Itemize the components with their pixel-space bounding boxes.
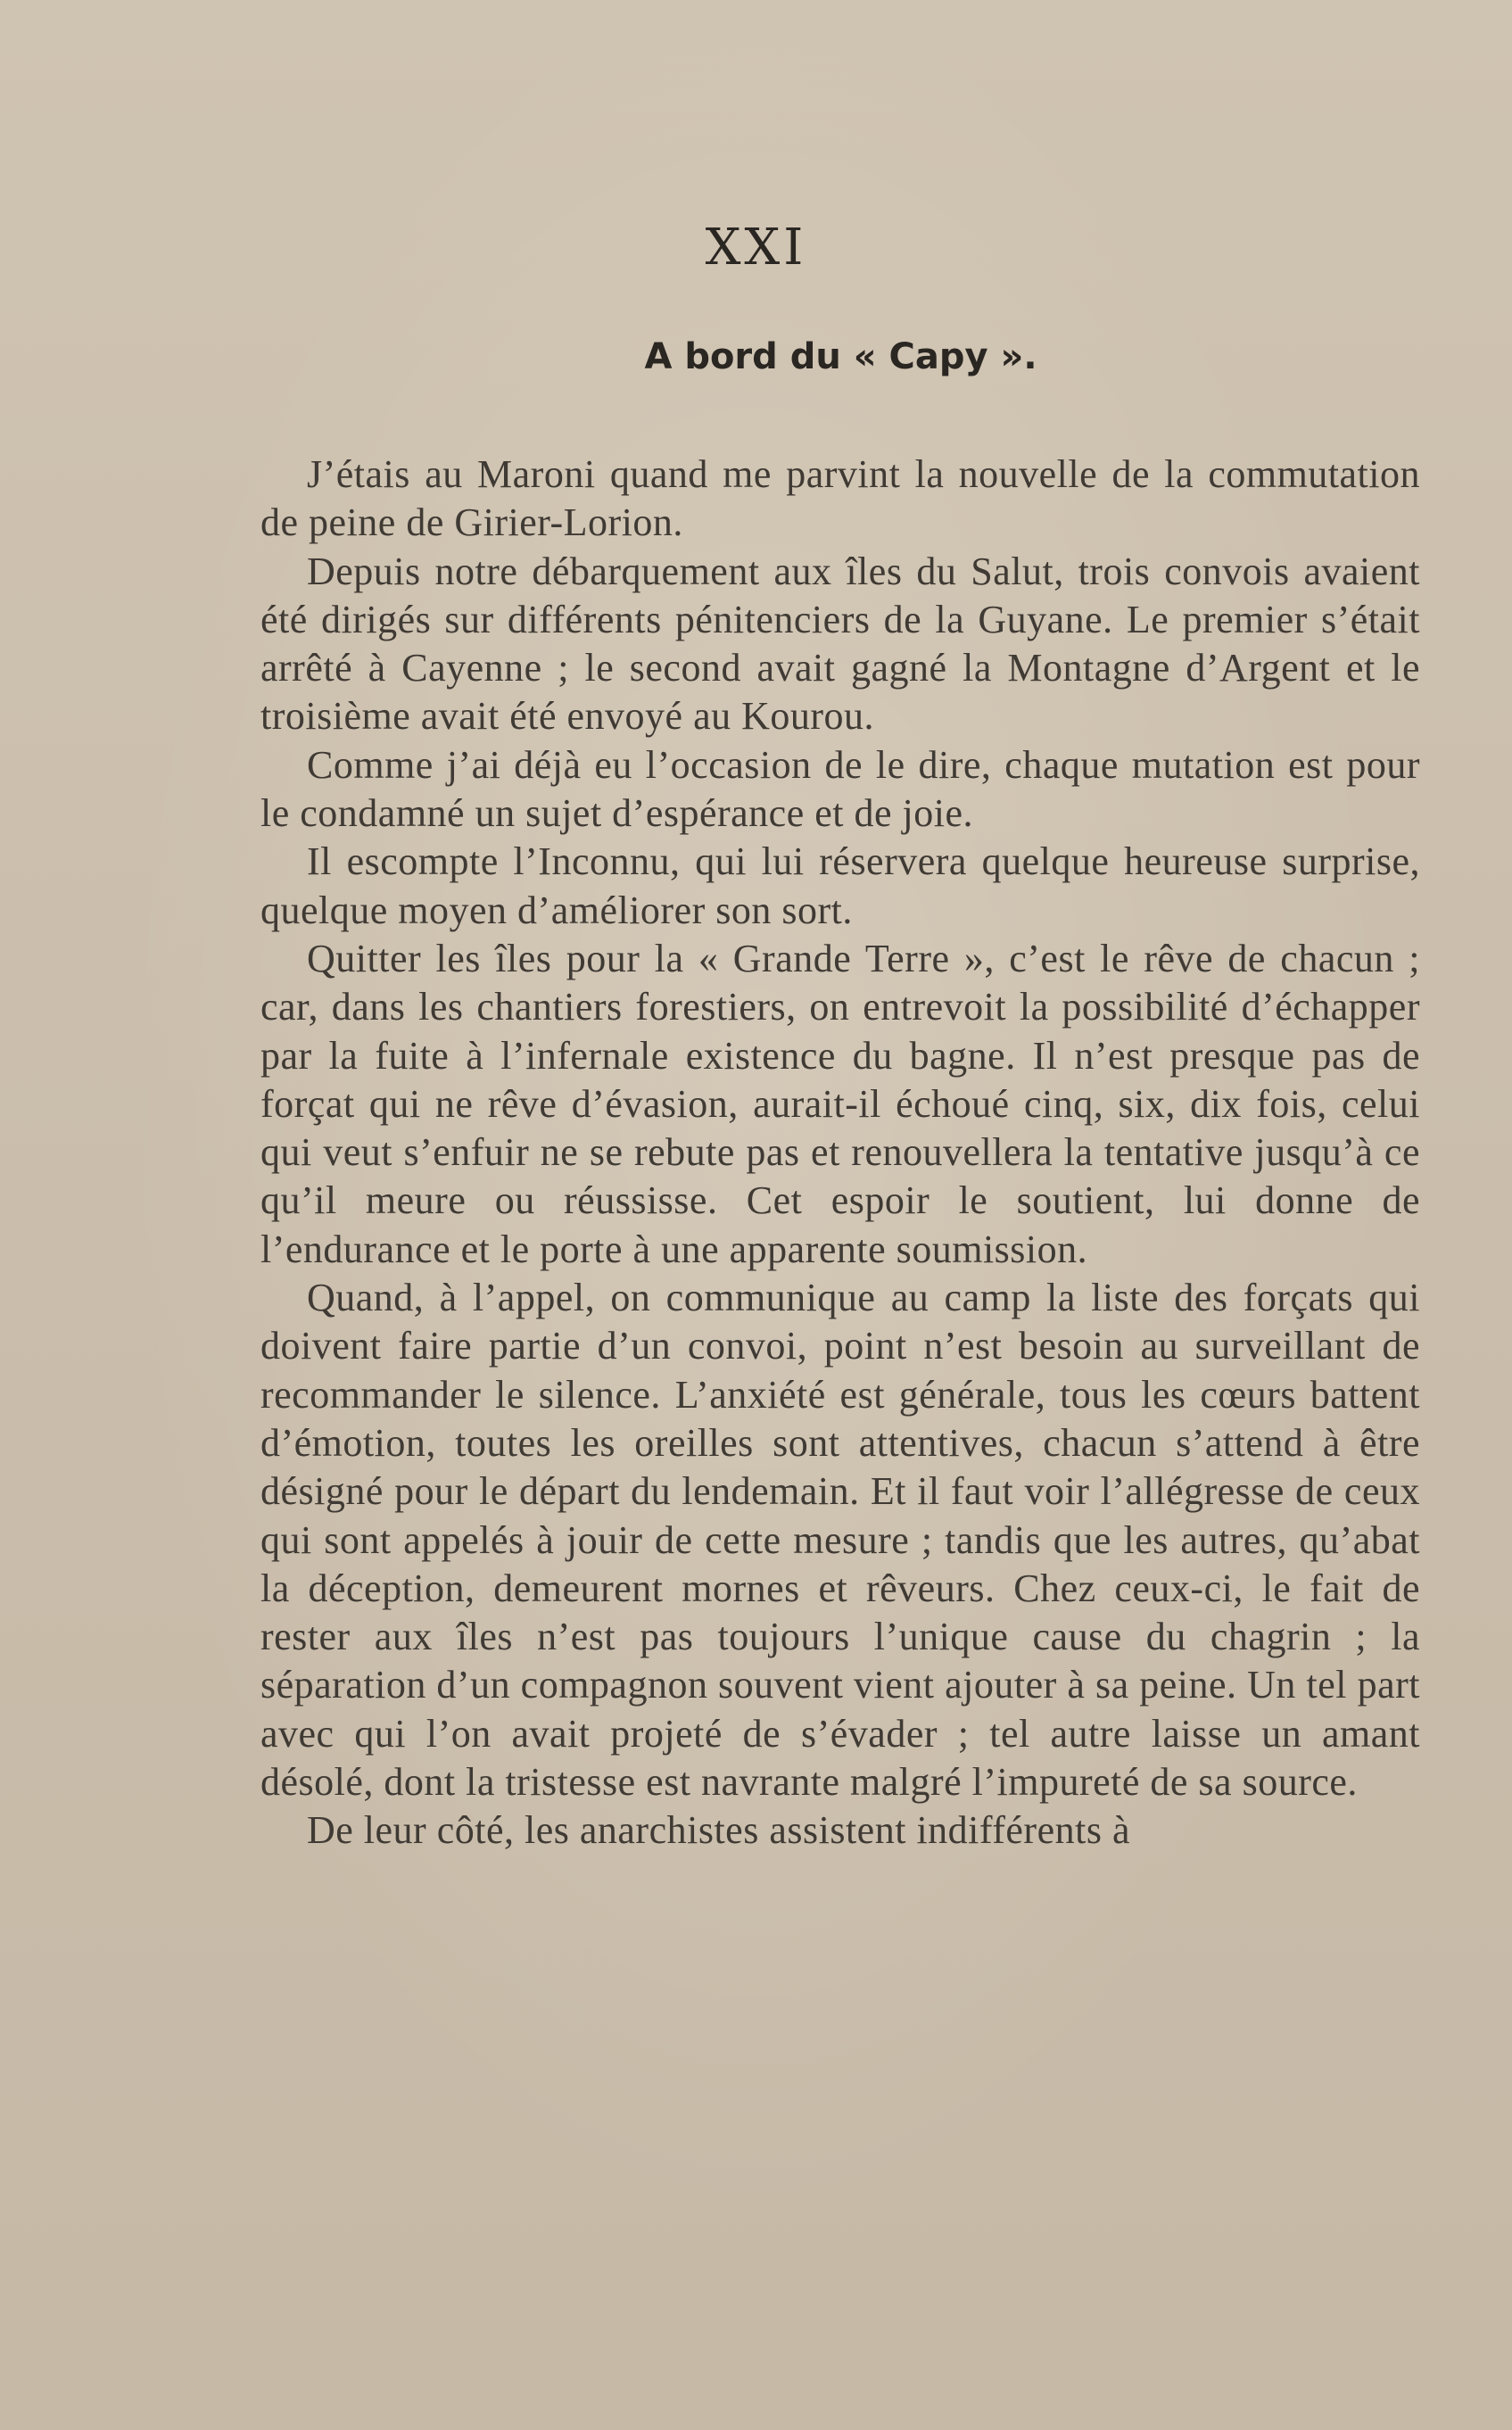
chapter-title: A bord du « Capy ».	[644, 336, 1037, 377]
paragraph: Quitter les îles pour la « Grande Terre », c’est le rêve de chacun ; car, dans les chantiers forestiers, on entrevoit la possibilité d’échapper par la fuite à l’infernale existence du bagne. Il n’est presque pas de forçat qui ne rêve d’évasion, aurait-il échoué cinq, six, dix fois, celui qui veut s’enfuir ne se rebute pas et renouvellera la tentative jusqu’à ce qu’il meure ou réussisse. Cet espoir le soutient, lui donne de l’endurance et le porte à une apparente soumission.	[260, 936, 1420, 1271]
paragraph: Il escompte l’Inconnu, qui lui réservera quelque heureuse surprise, quelque moyen d’améliorer son sort.	[260, 839, 1420, 932]
chapter-number: XXI	[705, 219, 807, 277]
paragraph: Depuis notre débarquement aux îles du Salut, trois convois avaient été dirigés sur différents pénitenciers de la Guyane. Le premier s’était arrêté à Cayenne ; le second avait gagné la Montagne d’Argent et le troisième avait été envoyé au Kourou.	[260, 549, 1420, 739]
chapter-body	[260, 450, 1420, 1856]
paragraph: De leur côté, les anarchistes assistent indifférents à	[307, 1808, 1130, 1853]
paragraph: Comme j’ai déjà eu l’occasion de le dire, chaque mutation est pour le condamné un sujet d’espérance et de joie.	[260, 742, 1420, 836]
paragraph: Quand, à l’appel, on communique au camp la liste des forçats qui doivent faire partie d’un convoi, point n’est besoin au surveillant de recommander le silence. L’anxiété est générale, tous les cœurs battent d’émotion, toutes les oreilles sont attentives, chacun s’attend à être désigné pour le départ du lendemain. Et il faut voir l’allégresse de ceux qui sont appelés à jouir de cette mesure ; tandis que les autres, qu’abat la déception, demeurent mornes et rêveurs. Chez ceux-ci, le fait de rester aux îles n’est pas toujours l’unique cause du chagrin ; la séparation d’un compagnon souvent vient ajouter à sa peine. Un tel part avec qui l’on avait projeté de s’évader ; tel autre laisse un amant désolé, dont la tristesse est navrante malgré l’impureté de sa source.	[260, 1276, 1420, 1805]
paragraph: J’étais au Maroni quand me parvint la nouvelle de la commutation de peine de Girier-Lorion.	[260, 452, 1420, 545]
